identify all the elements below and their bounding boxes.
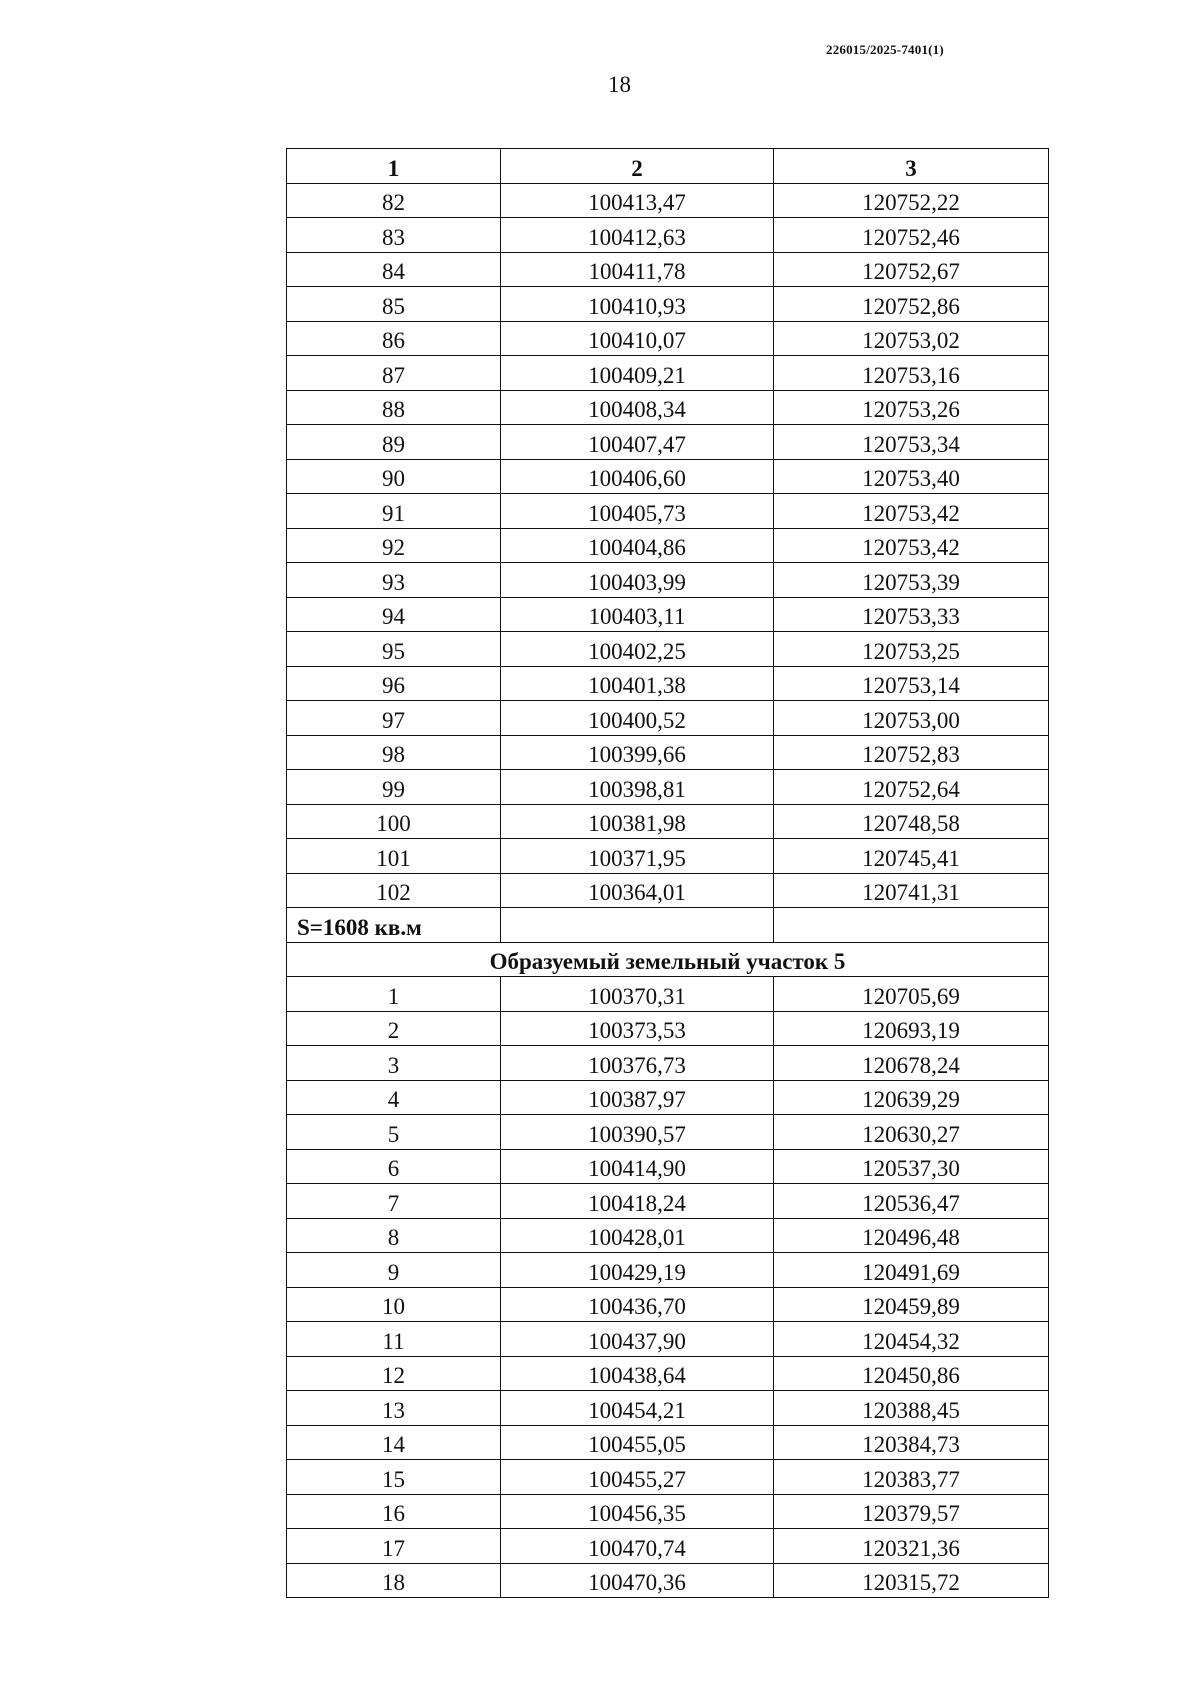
point-number-cell: 96 [287,666,501,701]
point-number-cell: 13 [287,1391,501,1426]
y-coordinate-cell: 120639,29 [774,1080,1049,1115]
point-number-cell: 100 [287,804,501,839]
point-number-cell: 18 [287,1563,501,1598]
y-coordinate-cell: 120752,22 [774,183,1049,218]
y-coordinate-cell: 120753,42 [774,494,1049,529]
coordinates-table [286,148,1049,1598]
y-coordinate-cell: 120693,19 [774,1011,1049,1046]
x-coordinate-cell: 100371,95 [501,839,774,874]
table-row [287,1391,1049,1426]
point-number-cell: 10 [287,1287,501,1322]
table-row [287,183,1049,218]
y-coordinate-cell: 120752,67 [774,252,1049,287]
point-number-cell: 17 [287,1529,501,1564]
y-coordinate-cell: 120753,26 [774,390,1049,425]
table-row [287,839,1049,874]
table-row [287,666,1049,701]
point-number-cell: 102 [287,873,501,908]
y-coordinate-cell: 120752,86 [774,287,1049,322]
table-row [287,459,1049,494]
x-coordinate-cell: 100410,93 [501,287,774,322]
point-number-cell: 15 [287,1460,501,1495]
empty-cell [501,908,774,943]
y-coordinate-cell: 120753,14 [774,666,1049,701]
point-number-cell: 97 [287,701,501,736]
point-number-cell: 93 [287,563,501,598]
y-coordinate-cell: 120752,46 [774,218,1049,253]
table-header-row [287,149,1049,184]
y-coordinate-cell: 120383,77 [774,1460,1049,1495]
table-row [287,1425,1049,1460]
x-coordinate-cell: 100400,52 [501,701,774,736]
point-number-cell: 99 [287,770,501,805]
table-row [287,390,1049,425]
y-coordinate-cell: 120753,42 [774,528,1049,563]
x-coordinate-cell: 100428,01 [501,1218,774,1253]
table-row [287,632,1049,667]
x-coordinate-cell: 100470,74 [501,1529,774,1564]
x-coordinate-cell: 100370,31 [501,977,774,1012]
point-number-cell: 98 [287,735,501,770]
x-coordinate-cell: 100387,97 [501,1080,774,1115]
x-coordinate-cell: 100398,81 [501,770,774,805]
x-coordinate-cell: 100408,34 [501,390,774,425]
x-coordinate-cell: 100455,05 [501,1425,774,1460]
empty-cell [774,908,1049,943]
x-coordinate-cell: 100429,19 [501,1253,774,1288]
table-row [287,528,1049,563]
point-number-cell: 95 [287,632,501,667]
table-row [287,1460,1049,1495]
point-number-cell: 3 [287,1046,501,1081]
x-coordinate-cell: 100399,66 [501,735,774,770]
column-header: 1 [287,149,501,184]
y-coordinate-cell: 120536,47 [774,1184,1049,1219]
point-number-cell: 86 [287,321,501,356]
y-coordinate-cell: 120741,31 [774,873,1049,908]
table-row [287,735,1049,770]
point-number-cell: 84 [287,252,501,287]
table-row [287,321,1049,356]
point-number-cell: 1 [287,977,501,1012]
y-coordinate-cell: 120705,69 [774,977,1049,1012]
y-coordinate-cell: 120384,73 [774,1425,1049,1460]
x-coordinate-cell: 100438,64 [501,1356,774,1391]
table-row [287,1011,1049,1046]
x-coordinate-cell: 100418,24 [501,1184,774,1219]
table-row [287,770,1049,805]
section-title-row [287,942,1049,977]
point-number-cell: 94 [287,597,501,632]
area-label: S=1608 кв.м [287,908,501,943]
point-number-cell: 92 [287,528,501,563]
x-coordinate-cell: 100407,47 [501,425,774,460]
x-coordinate-cell: 100412,63 [501,218,774,253]
point-number-cell: 83 [287,218,501,253]
table-row [287,977,1049,1012]
table-row [287,1287,1049,1322]
document-id: 226015/2025-7401(1) [826,42,944,57]
point-number-cell: 5 [287,1115,501,1150]
x-coordinate-cell: 100403,99 [501,563,774,598]
y-coordinate-cell: 120753,00 [774,701,1049,736]
table-row [287,1080,1049,1115]
y-coordinate-cell: 120753,40 [774,459,1049,494]
table-row [287,1563,1049,1598]
point-number-cell: 4 [287,1080,501,1115]
x-coordinate-cell: 100454,21 [501,1391,774,1426]
x-coordinate-cell: 100364,01 [501,873,774,908]
point-number-cell: 87 [287,356,501,391]
x-coordinate-cell: 100436,70 [501,1287,774,1322]
point-number-cell: 16 [287,1494,501,1529]
point-number-cell: 2 [287,1011,501,1046]
table-row [287,1218,1049,1253]
point-number-cell: 9 [287,1253,501,1288]
x-coordinate-cell: 100414,90 [501,1149,774,1184]
table-row [287,1115,1049,1150]
column-header: 2 [501,149,774,184]
point-number-cell: 91 [287,494,501,529]
y-coordinate-cell: 120753,02 [774,321,1049,356]
y-coordinate-cell: 120753,25 [774,632,1049,667]
x-coordinate-cell: 100405,73 [501,494,774,529]
point-number-cell: 14 [287,1425,501,1460]
y-coordinate-cell: 120753,39 [774,563,1049,598]
column-header: 3 [774,149,1049,184]
point-number-cell: 8 [287,1218,501,1253]
table-row [287,563,1049,598]
y-coordinate-cell: 120315,72 [774,1563,1049,1598]
y-coordinate-cell: 120752,64 [774,770,1049,805]
point-number-cell: 11 [287,1322,501,1357]
y-coordinate-cell: 120537,30 [774,1149,1049,1184]
page-number: 18 [608,72,631,97]
point-number-cell: 6 [287,1149,501,1184]
point-number-cell: 89 [287,425,501,460]
y-coordinate-cell: 120753,16 [774,356,1049,391]
y-coordinate-cell: 120748,58 [774,804,1049,839]
table-row [287,804,1049,839]
y-coordinate-cell: 120496,48 [774,1218,1049,1253]
point-number-cell: 7 [287,1184,501,1219]
x-coordinate-cell: 100455,27 [501,1460,774,1495]
table-row [287,1149,1049,1184]
coordinates-table-body [287,149,1049,1598]
point-number-cell: 12 [287,1356,501,1391]
table-row [287,701,1049,736]
area-row [287,908,1049,943]
x-coordinate-cell: 100411,78 [501,252,774,287]
table-row [287,1529,1049,1564]
x-coordinate-cell: 100406,60 [501,459,774,494]
table-row [287,873,1049,908]
y-coordinate-cell: 120630,27 [774,1115,1049,1150]
table-row [287,1253,1049,1288]
table-row [287,287,1049,322]
y-coordinate-cell: 120745,41 [774,839,1049,874]
x-coordinate-cell: 100409,21 [501,356,774,391]
point-number-cell: 82 [287,183,501,218]
x-coordinate-cell: 100404,86 [501,528,774,563]
table-row [287,494,1049,529]
point-number-cell: 90 [287,459,501,494]
table-row [287,1356,1049,1391]
table-row [287,1494,1049,1529]
y-coordinate-cell: 120321,36 [774,1529,1049,1564]
table-row [287,1046,1049,1081]
x-coordinate-cell: 100413,47 [501,183,774,218]
y-coordinate-cell: 120459,89 [774,1287,1049,1322]
table-row [287,252,1049,287]
x-coordinate-cell: 100373,53 [501,1011,774,1046]
x-coordinate-cell: 100376,73 [501,1046,774,1081]
y-coordinate-cell: 120379,57 [774,1494,1049,1529]
section-title: Образуемый земельный участок 5 [287,942,1049,977]
y-coordinate-cell: 120753,34 [774,425,1049,460]
x-coordinate-cell: 100456,35 [501,1494,774,1529]
point-number-cell: 88 [287,390,501,425]
x-coordinate-cell: 100410,07 [501,321,774,356]
table-row [287,425,1049,460]
y-coordinate-cell: 120454,32 [774,1322,1049,1357]
point-number-cell: 85 [287,287,501,322]
x-coordinate-cell: 100381,98 [501,804,774,839]
x-coordinate-cell: 100470,36 [501,1563,774,1598]
y-coordinate-cell: 120753,33 [774,597,1049,632]
x-coordinate-cell: 100403,11 [501,597,774,632]
table-row [287,1322,1049,1357]
table-row [287,218,1049,253]
y-coordinate-cell: 120388,45 [774,1391,1049,1426]
table-row [287,1184,1049,1219]
y-coordinate-cell: 120491,69 [774,1253,1049,1288]
x-coordinate-cell: 100390,57 [501,1115,774,1150]
table-row [287,597,1049,632]
y-coordinate-cell: 120678,24 [774,1046,1049,1081]
x-coordinate-cell: 100401,38 [501,666,774,701]
x-coordinate-cell: 100437,90 [501,1322,774,1357]
x-coordinate-cell: 100402,25 [501,632,774,667]
y-coordinate-cell: 120752,83 [774,735,1049,770]
table-row [287,356,1049,391]
point-number-cell: 101 [287,839,501,874]
y-coordinate-cell: 120450,86 [774,1356,1049,1391]
